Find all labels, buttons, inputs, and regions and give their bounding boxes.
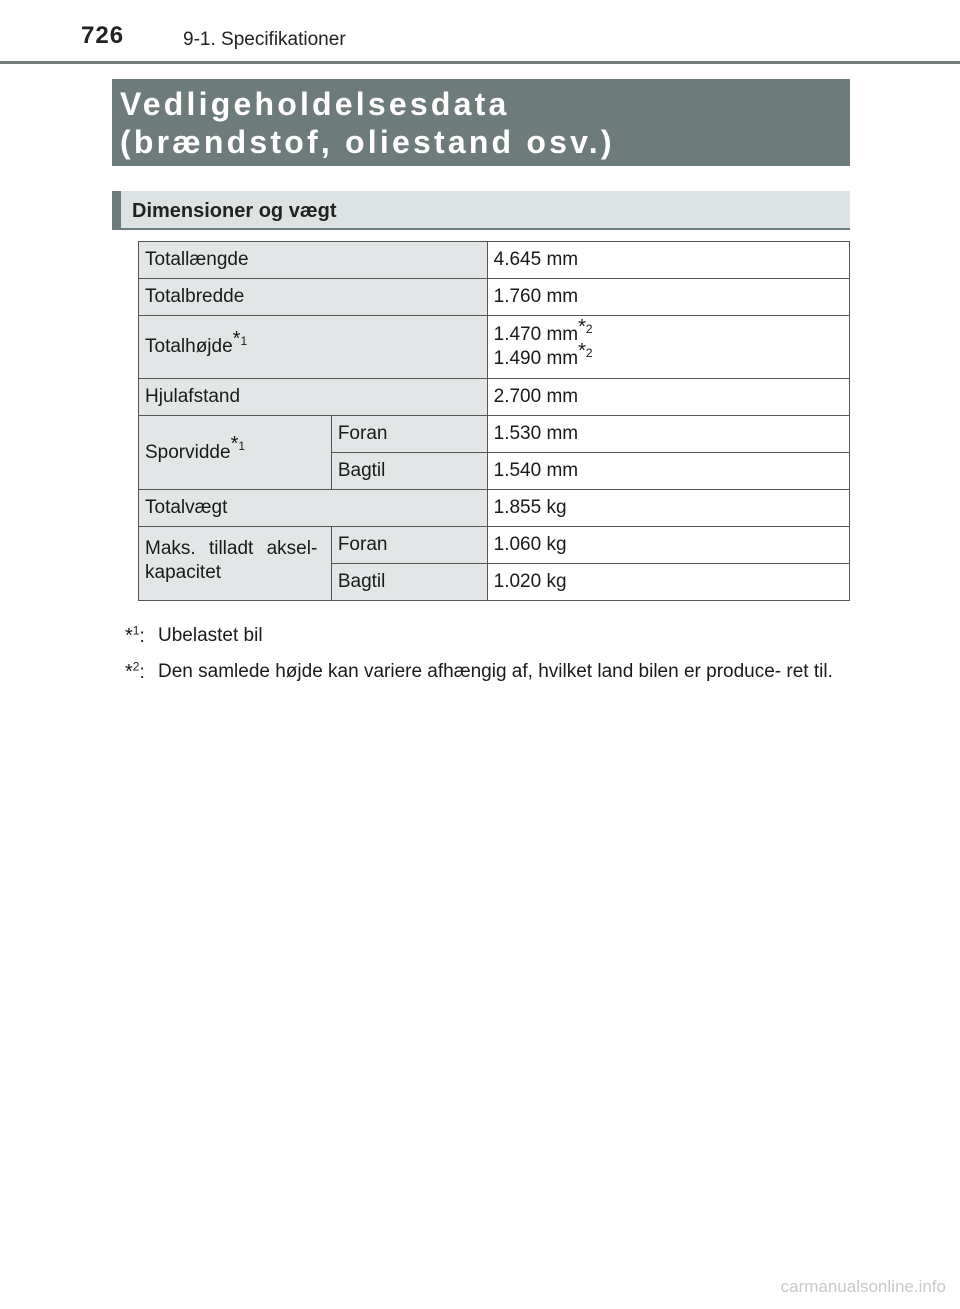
header-rule	[0, 61, 960, 64]
table-row	[139, 379, 850, 416]
footnote-ref: 1	[238, 439, 246, 454]
track-label-cell	[139, 416, 332, 490]
footnote-2	[125, 659, 850, 685]
footnote-asterisk: *	[232, 327, 241, 350]
track-rear-value: 1.540 mm	[487, 453, 849, 490]
track-label: Sporvidde	[145, 441, 231, 463]
table-row	[139, 490, 850, 527]
axle-front-value: 1.060 kg	[487, 527, 849, 564]
chapter-title-line-1: Vedligeholdelsesdata	[120, 86, 510, 122]
chapter-title-band	[112, 79, 850, 166]
axle-front-label: Foran	[331, 527, 487, 564]
dimensions-table	[138, 241, 850, 601]
footnote-marker: *$^2$:	[125, 659, 145, 683]
footnote-asterisk: *	[578, 339, 586, 362]
footnote-text: Ubelastet bil	[158, 625, 263, 646]
total-weight-label: Totalvægt	[139, 490, 488, 527]
total-height-values	[487, 316, 849, 379]
total-height-label: Totalhøjde	[145, 336, 233, 357]
table-row	[139, 316, 850, 379]
footnote-ref: 2	[585, 321, 593, 336]
wheelbase-value: 2.700 mm	[487, 379, 849, 416]
table-row	[139, 279, 850, 316]
section-heading-bar	[112, 191, 850, 230]
footnotes	[125, 623, 850, 695]
footnote-asterisk: *	[230, 433, 239, 456]
total-length-label: Totallængde	[139, 242, 488, 279]
section-accent	[112, 191, 121, 228]
watermark: carmanualsonline.info	[780, 1277, 946, 1296]
track-front-label: Foran	[331, 416, 487, 453]
axle-capacity-label-cell	[139, 527, 332, 601]
axle-rear-value: 1.020 kg	[487, 564, 849, 601]
total-height-label-cell	[139, 316, 488, 379]
track-rear-label: Bagtil	[331, 453, 487, 490]
axle-label-line-1	[145, 537, 325, 561]
table-row	[139, 242, 850, 279]
footnote-asterisk: *	[578, 315, 586, 338]
footnote-ref: 2	[585, 345, 593, 360]
section-heading: Dimensioner og vægt	[132, 200, 337, 222]
table-row	[139, 416, 850, 453]
running-head: 9-1. Specifikationer	[183, 29, 346, 50]
axle-label-line-1-text: Maks. tilladt aksel-	[145, 538, 318, 559]
track-front-value: 1.530 mm	[487, 416, 849, 453]
footnote-1	[125, 623, 850, 649]
axle-label-line-2: kapacitet	[145, 562, 222, 583]
footnote-marker: *$^1$:	[125, 623, 145, 647]
wheelbase-label: Hjulafstand	[139, 379, 488, 416]
total-height-value-1: 1.470 mm	[493, 324, 579, 345]
axle-rear-label: Bagtil	[331, 564, 487, 601]
footnote-ref: 1	[240, 333, 248, 348]
total-height-value-2: 1.490 mm	[493, 348, 579, 369]
total-width-value: 1.760 mm	[487, 279, 849, 316]
total-width-label: Totalbredde	[139, 279, 488, 316]
total-weight-value: 1.855 kg	[487, 490, 849, 527]
footnote-text: Den samlede højde kan variere afhængig af, hvilket land bilen er produce- ret til.	[158, 661, 833, 682]
total-length-value: 4.645 mm	[487, 242, 849, 279]
chapter-title-line-2: (brændstof, oliestand osv.)	[120, 124, 615, 160]
page-number: 726	[81, 22, 125, 49]
table-row	[139, 527, 850, 564]
